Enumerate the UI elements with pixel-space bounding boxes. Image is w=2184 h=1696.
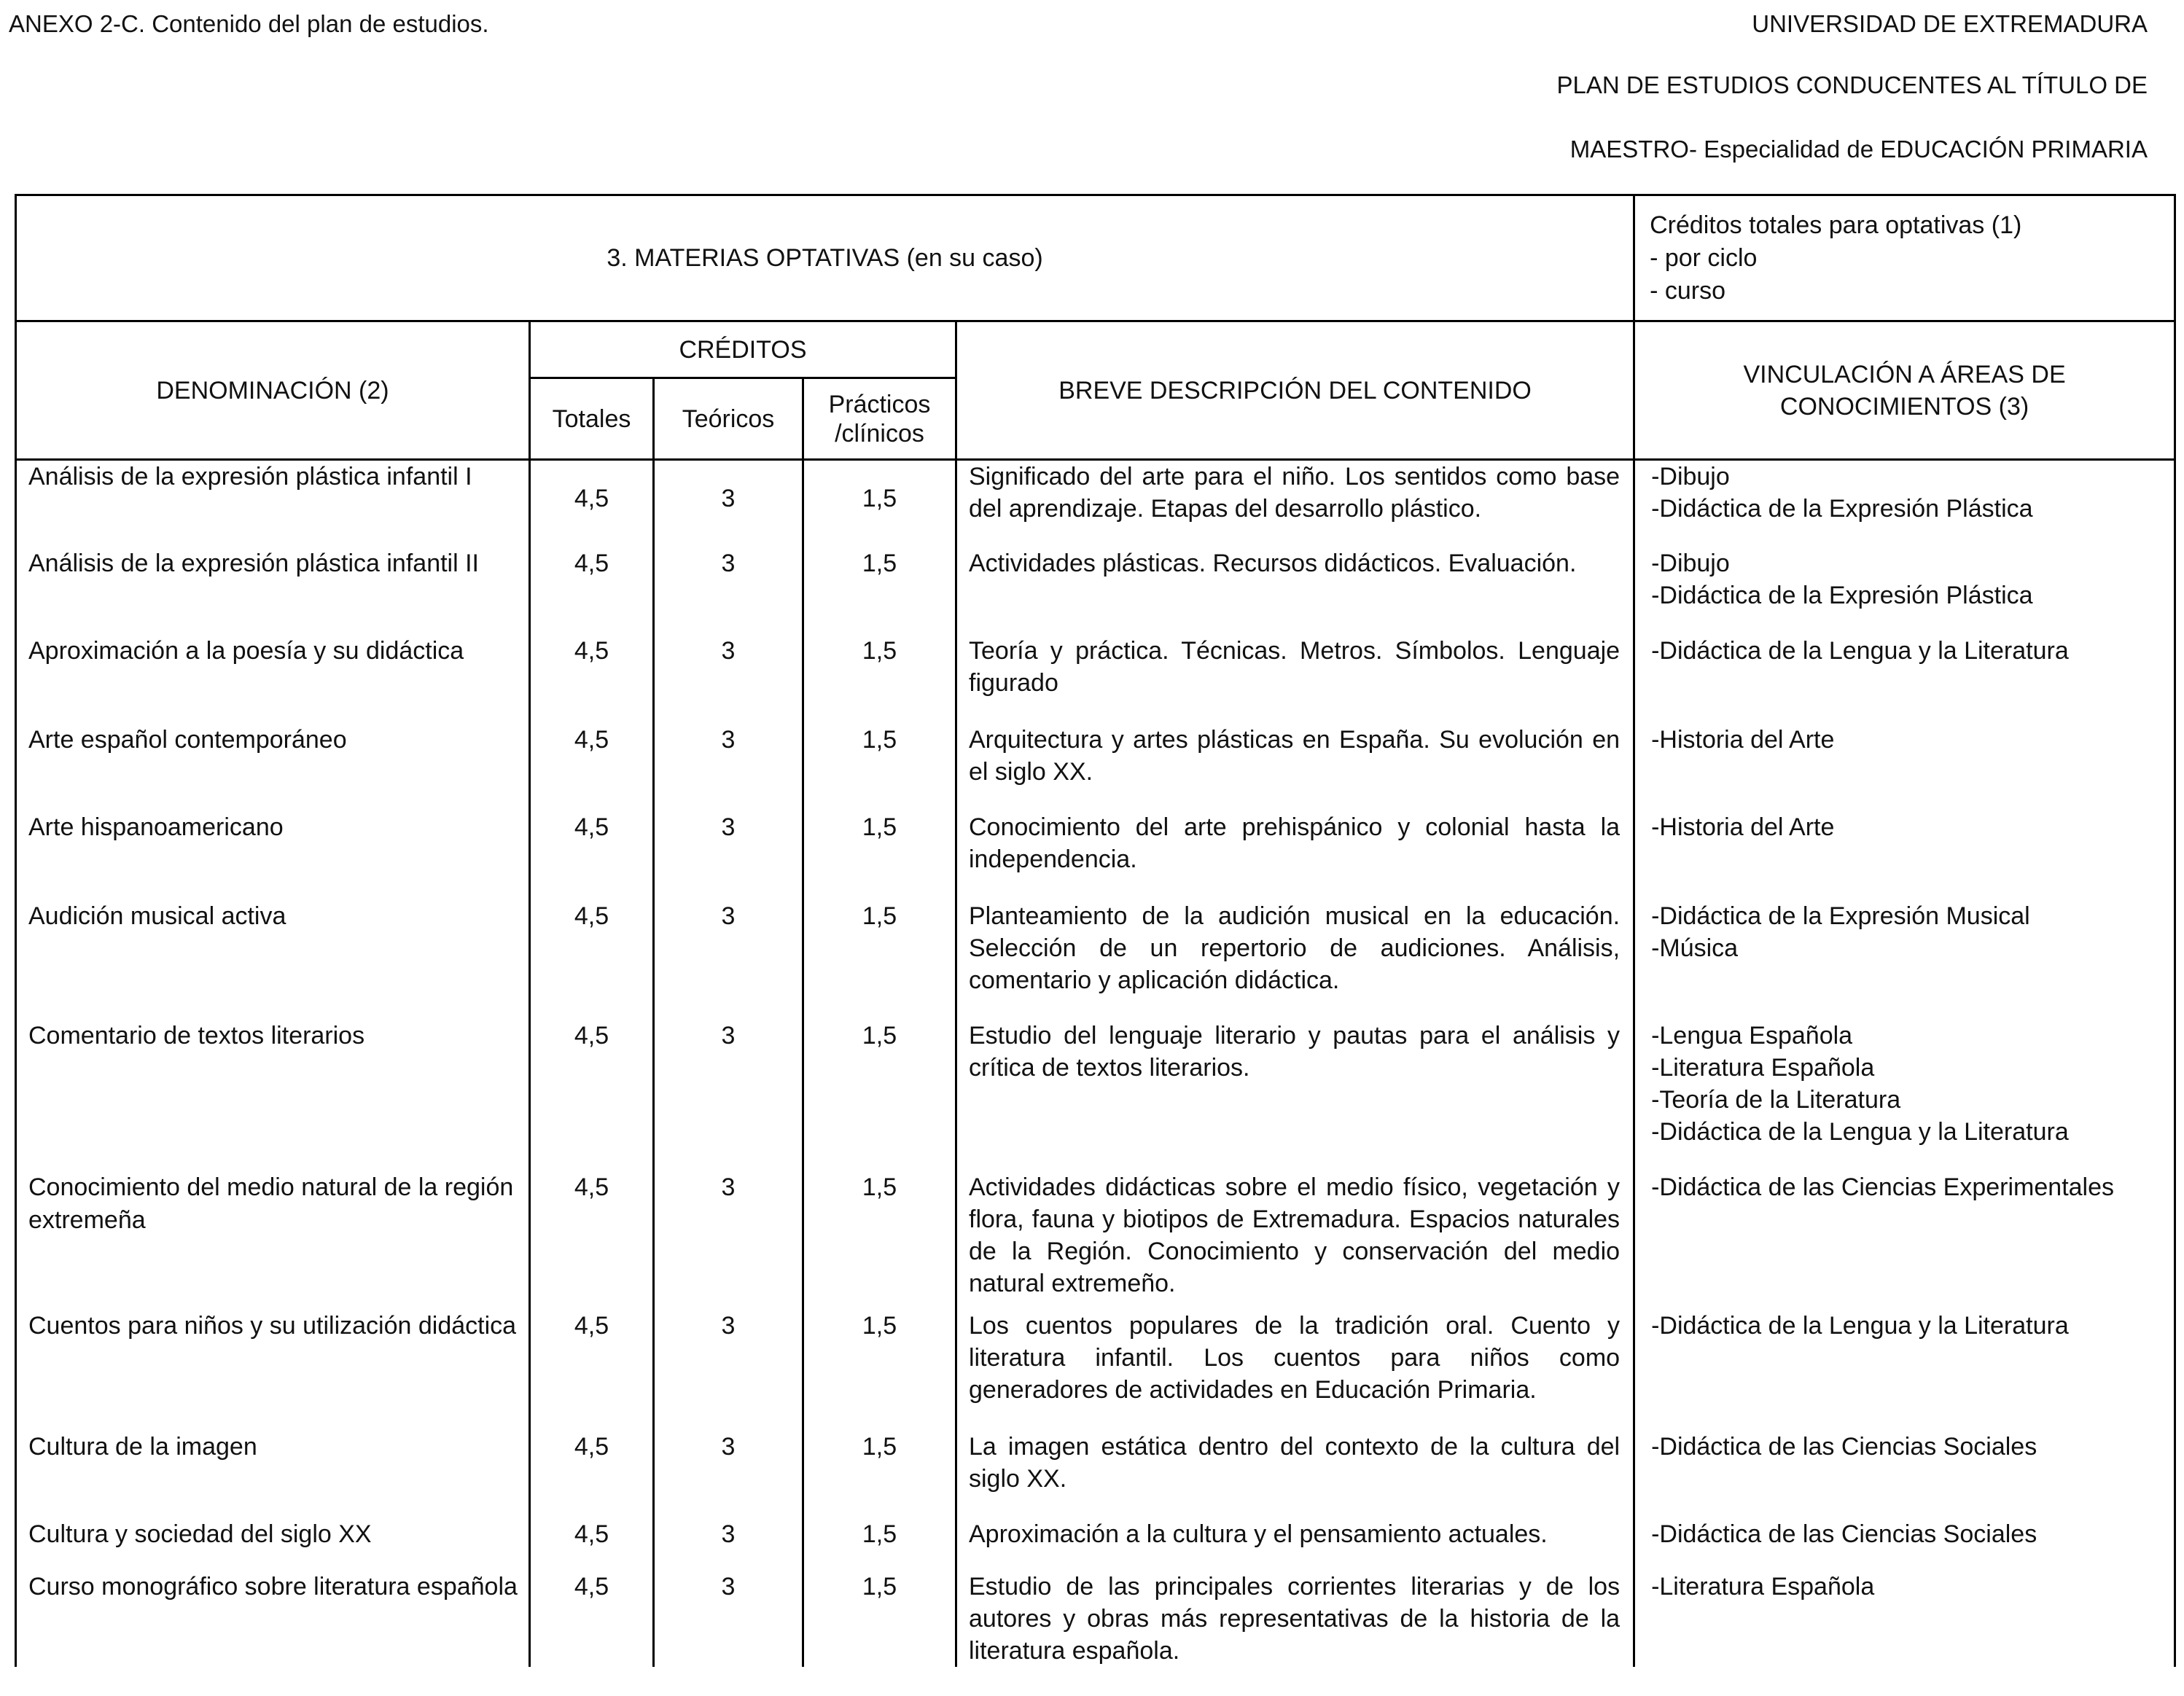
credits-per-course-label: - curso — [1650, 277, 1725, 305]
credits-totales: 4,5 — [530, 1171, 654, 1310]
subject-name: Cultura y sociedad del siglo XX — [16, 1518, 530, 1571]
knowledge-areas — [1634, 724, 2175, 811]
header-vinculacion-line1: VINCULACIÓN A ÁREAS DE — [1743, 360, 2066, 388]
knowledge-area-item: -Didáctica de las Ciencias Sociales — [1651, 1520, 2037, 1548]
credits-total-box — [1634, 195, 2175, 321]
credits-practicos: 1,5 — [803, 1431, 956, 1518]
credits-totales: 4,5 — [530, 460, 654, 547]
table-row — [16, 1571, 2175, 1667]
knowledge-area-item: -Didáctica de la Lengua y la Literatura — [1651, 636, 2069, 665]
subject-name: Arte español contemporáneo — [16, 724, 530, 811]
knowledge-area-item: -Teoría de la Literatura — [1651, 1085, 1901, 1114]
header-vinculacion-line2: CONOCIMIENTOS (3) — [1779, 392, 2029, 421]
table-row — [16, 1020, 2175, 1171]
credits-practicos: 1,5 — [803, 1518, 956, 1571]
knowledge-area-item: -Didáctica de las Ciencias Sociales — [1651, 1432, 2037, 1461]
header-creditos: CRÉDITOS — [530, 321, 956, 378]
table-row — [16, 547, 2175, 635]
credits-totales: 4,5 — [530, 1518, 654, 1571]
credits-totales: 4,5 — [530, 1020, 654, 1171]
optional-subjects-table — [15, 194, 2176, 1667]
knowledge-areas — [1634, 460, 2175, 547]
subject-name: Arte hispanoamericano — [16, 811, 530, 900]
knowledge-area-item: -Dibujo — [1651, 463, 1730, 491]
table-row — [16, 724, 2175, 811]
subject-name: Cultura de la imagen — [16, 1431, 530, 1518]
subject-description: Arquitectura y artes plásticas en España. Su evolución en el siglo XX. — [956, 724, 1634, 811]
credits-teoricos: 3 — [654, 724, 803, 811]
knowledge-areas — [1634, 1020, 2175, 1171]
table-row — [16, 1171, 2175, 1310]
knowledge-area-item: -Lengua Española — [1651, 1021, 1853, 1050]
credits-practicos: 1,5 — [803, 547, 956, 635]
subject-description: La imagen estática dentro del contexto de la cultura del siglo XX. — [956, 1431, 1634, 1518]
table-row — [16, 1431, 2175, 1518]
credits-teoricos: 3 — [654, 1571, 803, 1667]
table-row — [16, 460, 2175, 547]
header-teoricos: Teóricos — [654, 378, 803, 460]
knowledge-area-item: -Literatura Española — [1651, 1572, 1875, 1601]
subject-description: Actividades didácticas sobre el medio físico, vegetación y flora, fauna y biotipos de Extremadura. Espacios naturales de la Región. Conocimiento y conservación del medio natural extremeño. — [956, 1171, 1634, 1310]
header-practicos-line2: /clínicos — [835, 419, 924, 448]
credits-totales: 4,5 — [530, 1571, 654, 1667]
knowledge-areas — [1634, 1171, 2175, 1310]
table-body — [16, 460, 2175, 1667]
table-row — [16, 635, 2175, 724]
subject-description: Teoría y práctica. Técnicas. Metros. Símbolos. Lenguaje figurado — [956, 635, 1634, 724]
knowledge-areas — [1634, 1431, 2175, 1518]
credits-totales: 4,5 — [530, 900, 654, 1020]
header-denominacion: DENOMINACIÓN (2) — [16, 321, 530, 460]
knowledge-area-item: -Literatura Española — [1651, 1053, 1875, 1082]
subject-description: Aproximación a la cultura y el pensamiento actuales. — [956, 1518, 1634, 1571]
document-annex-label: ANEXO 2-C. Contenido del plan de estudios. — [9, 10, 489, 37]
credits-teoricos: 3 — [654, 900, 803, 1020]
credits-teoricos: 3 — [654, 1020, 803, 1171]
subject-name: Cuentos para niños y su utilización didáctica — [16, 1310, 530, 1431]
subject-description: Estudio de las principales corrientes literarias y de los autores y obras más representativas de la historia de la literatura española. — [956, 1571, 1634, 1667]
subject-description: Significado del arte para el niño. Los sentidos como base del aprendizaje. Etapas del desarrollo plástico. — [956, 460, 1634, 547]
knowledge-areas — [1634, 1310, 2175, 1431]
credits-practicos: 1,5 — [803, 1310, 956, 1431]
knowledge-areas — [1634, 1571, 2175, 1667]
credits-totales: 4,5 — [530, 724, 654, 811]
table-row — [16, 900, 2175, 1020]
credits-teoricos: 3 — [654, 460, 803, 547]
subject-description: Planteamiento de la audición musical en la educación. Selección de un repertorio de audiciones. Análisis, comentario y aplicación didáctica. — [956, 900, 1634, 1020]
credits-total-label: Créditos totales para optativas (1) — [1650, 211, 2022, 239]
plan-title-line1: PLAN DE ESTUDIOS CONDUCENTES AL TÍTULO DE — [1556, 71, 2148, 98]
subject-name: Curso monográfico sobre literatura española — [16, 1571, 530, 1667]
subject-description: Conocimiento del arte prehispánico y colonial hasta la independencia. — [956, 811, 1634, 900]
header-practicos-line1: Prácticos — [828, 390, 931, 418]
header-vinculacion — [1634, 321, 2175, 460]
knowledge-areas — [1634, 547, 2175, 635]
credits-practicos: 1,5 — [803, 900, 956, 1020]
credits-teoricos: 3 — [654, 1518, 803, 1571]
credits-totales: 4,5 — [530, 635, 654, 724]
credits-per-cycle-label: - por ciclo — [1650, 244, 1758, 272]
credits-teoricos: 3 — [654, 1171, 803, 1310]
header-descripcion: BREVE DESCRIPCIÓN DEL CONTENIDO — [956, 321, 1634, 460]
university-name: UNIVERSIDAD DE EXTREMADURA — [1752, 10, 2148, 37]
table-row — [16, 811, 2175, 900]
credits-teoricos: 3 — [654, 811, 803, 900]
subject-name: Análisis de la expresión plástica infantil I — [16, 460, 530, 547]
subject-description: Estudio del lenguaje literario y pautas para el análisis y crítica de textos literarios. — [956, 1020, 1634, 1171]
knowledge-areas — [1634, 635, 2175, 724]
knowledge-area-item: -Didáctica de la Lengua y la Literatura — [1651, 1311, 2069, 1340]
plan-title-line2: MAESTRO- Especialidad de EDUCACIÓN PRIMARIA — [1569, 136, 2148, 163]
knowledge-area-item: -Didáctica de la Expresión Plástica — [1651, 495, 2033, 523]
knowledge-area-item: -Didáctica de la Expresión Plástica — [1651, 581, 2033, 609]
subject-name: Comentario de textos literarios — [16, 1020, 530, 1171]
credits-practicos: 1,5 — [803, 1171, 956, 1310]
subject-name: Aproximación a la poesía y su didáctica — [16, 635, 530, 724]
knowledge-areas — [1634, 900, 2175, 1020]
knowledge-area-item: -Música — [1651, 934, 1739, 962]
knowledge-area-item: -Didáctica de la Lengua y la Literatura — [1651, 1117, 2069, 1146]
knowledge-area-item: -Historia del Arte — [1651, 725, 1835, 754]
knowledge-areas — [1634, 1518, 2175, 1571]
credits-totales: 4,5 — [530, 1431, 654, 1518]
credits-teoricos: 3 — [654, 547, 803, 635]
section-title: 3. MATERIAS OPTATIVAS (en su caso) — [16, 195, 1634, 321]
knowledge-area-item: -Didáctica de las Ciencias Experimentales — [1651, 1173, 2115, 1201]
credits-practicos: 1,5 — [803, 1020, 956, 1171]
subject-name: Análisis de la expresión plástica infantil II — [16, 547, 530, 635]
credits-totales: 4,5 — [530, 547, 654, 635]
knowledge-areas — [1634, 811, 2175, 900]
credits-teoricos: 3 — [654, 1431, 803, 1518]
subject-description: Actividades plásticas. Recursos didácticos. Evaluación. — [956, 547, 1634, 635]
credits-totales: 4,5 — [530, 1310, 654, 1431]
credits-teoricos: 3 — [654, 1310, 803, 1431]
credits-practicos: 1,5 — [803, 1571, 956, 1667]
knowledge-area-item: -Historia del Arte — [1651, 813, 1835, 841]
subject-name: Conocimiento del medio natural de la región extremeña — [16, 1171, 530, 1310]
credits-practicos: 1,5 — [803, 635, 956, 724]
table-row — [16, 1518, 2175, 1571]
subject-name: Audición musical activa — [16, 900, 530, 1020]
credits-practicos: 1,5 — [803, 811, 956, 900]
knowledge-area-item: -Didáctica de la Expresión Musical — [1651, 902, 2030, 930]
knowledge-area-item: -Dibujo — [1651, 549, 1730, 577]
subject-description: Los cuentos populares de la tradición oral. Cuento y literatura infantil. Los cuentos para niños como generadores de actividades en Educación Primaria. — [956, 1310, 1634, 1431]
header-practicos — [803, 378, 956, 460]
credits-teoricos: 3 — [654, 635, 803, 724]
header-totales: Totales — [530, 378, 654, 460]
credits-practicos: 1,5 — [803, 460, 956, 547]
credits-totales: 4,5 — [530, 811, 654, 900]
credits-practicos: 1,5 — [803, 724, 956, 811]
table-row — [16, 1310, 2175, 1431]
